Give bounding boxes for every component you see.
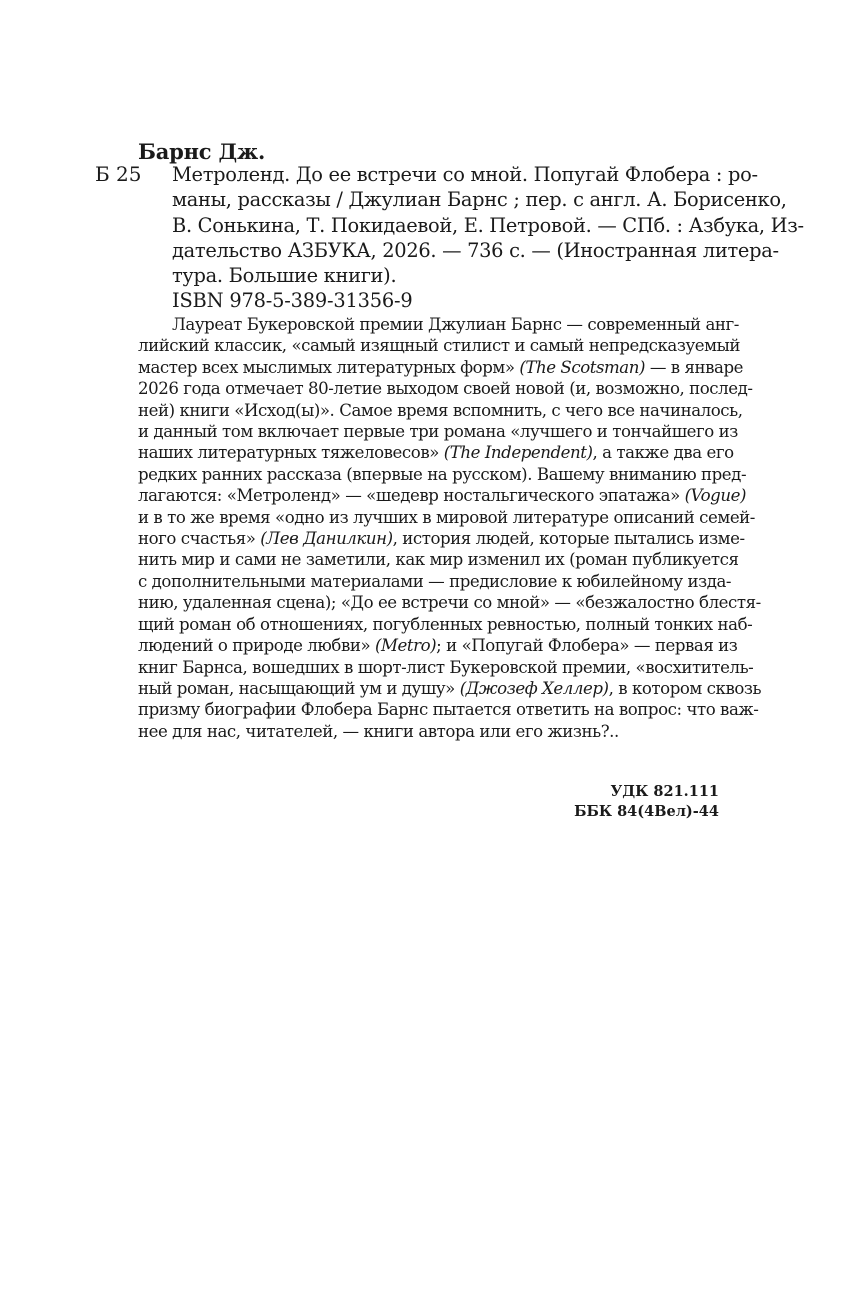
source-citation: (The Scotsman) — [519, 357, 646, 377]
biblio-line: дательство АЗБУКА, 2026. — 736 с. — (Иностранная литера- — [172, 238, 779, 262]
annotation-line — [138, 335, 740, 356]
annotation-line — [138, 721, 720, 742]
annotation-text: — в январе — [645, 357, 744, 377]
annotation-text: и данный том включает первые три романа «лучшего и тончайшего из — [138, 422, 738, 442]
annotation-line — [138, 635, 738, 656]
annotation-line — [138, 657, 754, 678]
annotation-text: нее для нас, читателей, — книги автора или его жизнь?.. — [138, 721, 619, 741]
source-citation: (Vogue) — [684, 486, 746, 506]
annotation-line — [138, 507, 755, 528]
annotation-line — [138, 549, 739, 570]
annotation-text: книг Барнса, вошедших в шорт-лист Букеровской премии, «восхититель- — [138, 657, 754, 677]
annotation-line — [138, 357, 744, 378]
annotation-line — [138, 400, 743, 421]
annotation-text: щий роман об отношениях, погубленных ревностью, полный тонких наб- — [138, 614, 753, 634]
biblio-line: маны, рассказы / Джулиан Барнс ; пер. с англ. А. Борисенко, — [172, 188, 787, 212]
annotation-line — [138, 421, 738, 442]
udk-code: УДК 821.111 — [610, 783, 719, 800]
annotation-line — [138, 678, 762, 699]
annotation-line — [138, 442, 734, 463]
annotation-line — [138, 464, 747, 485]
annotation-text: , а также два его — [592, 443, 734, 463]
annotation-text: призму биографии Флобера Барнс пытается ответить на вопрос: что важ- — [138, 700, 759, 720]
annotation-text: и в то же время «одно из лучших в мировой литературе описаний семей- — [138, 507, 755, 527]
annotation-line — [138, 485, 746, 506]
biblio-line: В. Сонькина, Т. Покидаевой, Е. Петровой. — СПб. : Азбука, Из- — [172, 213, 804, 237]
source-citation: (The Independent) — [443, 443, 593, 463]
annotation-text: с дополнительными материалами — предисловие к юбилейному изда- — [138, 571, 732, 591]
annotation-line — [138, 699, 759, 720]
annotation-line — [138, 314, 739, 335]
annotation-text: людений о природе любви» — [138, 636, 375, 656]
annotation-text: , история людей, которые пытались изме- — [392, 529, 745, 549]
annotation-text: лагаются: «Метроленд» — «шедевр ностальгического эпатажа» — [138, 486, 685, 506]
annotation-text: лийский классик, «самый изящный стилист и самый непредсказуемый — [138, 336, 740, 356]
biblio-line: Метроленд. До ее встречи со мной. Попугай Флобера : ро- — [172, 163, 758, 186]
annotation-text: наших литературных тяжеловесов» — [138, 443, 444, 463]
biblio-line: тура. Большие книги). — [172, 264, 397, 288]
annotation-text: нию, удаленная сцена); «До ее встречи со мной» — «безжалостно блестя- — [138, 593, 761, 613]
annotation-text: ней) книги «Исход(ы)». Самое время вспомнить, с чего все начиналось, — [138, 400, 743, 420]
classification-codes — [574, 782, 719, 822]
annotation-text: , в котором сквозь — [608, 678, 762, 698]
annotation-line — [138, 571, 732, 592]
annotation-text: редких ранних рассказа (впервые на русском). Вашему вниманию пред- — [138, 464, 747, 484]
annotation-line — [138, 614, 753, 635]
annotation-text: 2026 года отмечает 80-летие выходом своей новой (и, возможно, послед- — [138, 379, 753, 399]
annotation — [138, 314, 762, 742]
source-citation: (Лев Данилкин) — [260, 529, 393, 549]
annotation-line — [138, 378, 753, 399]
source-citation: (Джозеф Хеллер) — [459, 678, 609, 698]
annotation-text: ; и «Попугай Флобера» — первая из — [436, 636, 738, 656]
bibliographic-record — [172, 162, 804, 288]
annotation-text: Лауреат Букеровской премии Джулиан Барнс — современный анг- — [172, 315, 739, 334]
annotation-text: нить мир и сами не заметили, как мир изменил их (роман публикуется — [138, 550, 739, 570]
isbn: ISBN 978-5-389-31356-9 — [172, 289, 413, 312]
bbk-code: ББК 84(4Вел)-44 — [574, 803, 719, 820]
annotation-line — [138, 528, 745, 549]
source-citation: (Metro) — [374, 636, 437, 656]
author-heading: Барнс Дж. — [138, 139, 266, 164]
annotation-text: мастер всех мыслимых литературных форм» — [138, 357, 520, 377]
library-code: Б 25 — [95, 162, 142, 186]
annotation-text: ный роман, насыщающий ум и душу» — [138, 678, 460, 698]
annotation-text: ного счастья» — [138, 529, 261, 549]
annotation-line — [138, 592, 761, 613]
